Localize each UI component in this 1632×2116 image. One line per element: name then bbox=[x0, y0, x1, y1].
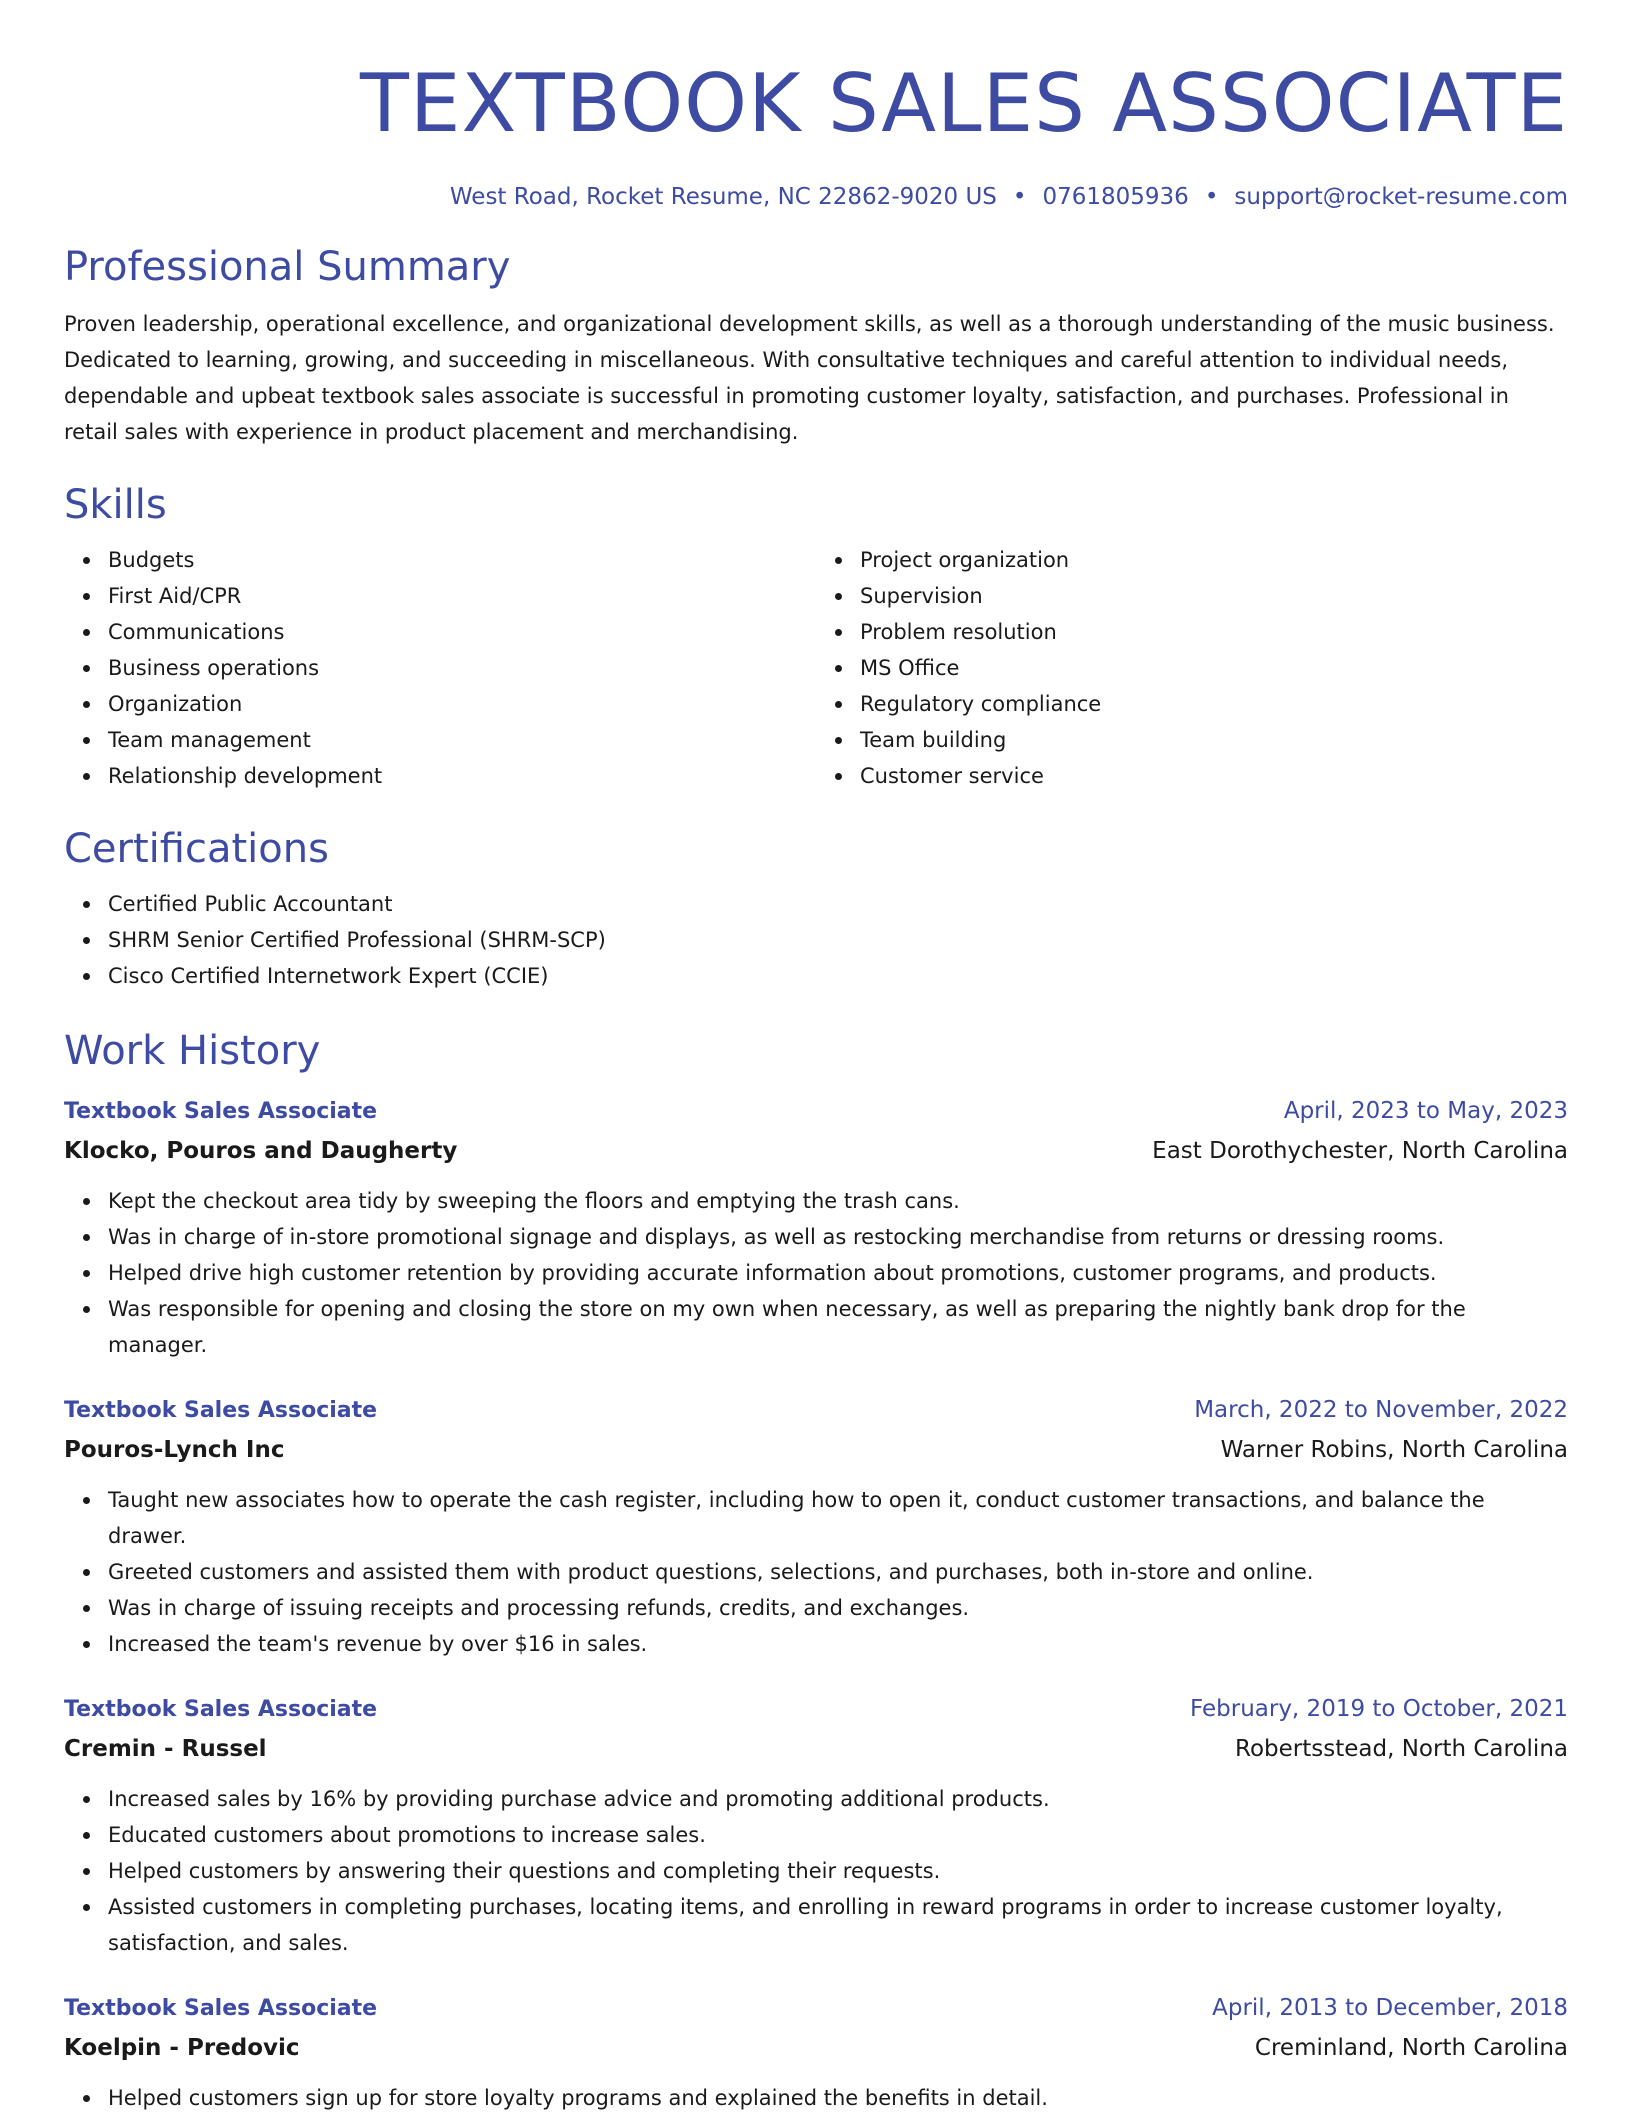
job-title: Textbook Sales Associate bbox=[64, 1099, 378, 1124]
job-bullet: Increased sales by 16% by providing purchase advice and promoting additional products. bbox=[108, 1781, 1568, 1817]
job-bullet: Increased the team's revenue by over $16 in sales. bbox=[108, 1626, 1568, 1662]
resume-name: TEXTBOOK SALES ASSOCIATE bbox=[360, 57, 1568, 150]
job-bullet: Helped drive high customer retention by providing accurate information about promotions, customer programs, and products. bbox=[108, 1255, 1568, 1291]
job-dates: February, 2019 to October, 2021 bbox=[1190, 1696, 1568, 1722]
resume-page bbox=[64, 0, 1568, 2116]
job-bullet: Was in charge of in-store promotional signage and displays, as well as restocking merchandise from returns or dressing rooms. bbox=[108, 1219, 1568, 1255]
job-entry bbox=[64, 1391, 1568, 1662]
skill-item: Team management bbox=[108, 722, 816, 758]
certifications-list bbox=[64, 886, 1568, 994]
job-title: Textbook Sales Associate bbox=[64, 1697, 378, 1722]
job-bullet: Helped customers by answering their questions and completing their requests. bbox=[108, 1853, 1568, 1889]
contact-separator: • bbox=[1012, 184, 1027, 210]
skill-item: Supervision bbox=[860, 578, 1568, 614]
job-company: Cremin - Russel bbox=[64, 1736, 267, 1762]
skill-item: Project organization bbox=[860, 542, 1568, 578]
job-bullet: Was responsible for opening and closing the store on my own when necessary, as well as preparing the nightly bank drop for the manager. bbox=[108, 1291, 1568, 1363]
job-bullets bbox=[64, 1482, 1568, 1662]
contact-separator: • bbox=[1204, 184, 1219, 210]
job-bullet: Greeted customers and assisted them with product questions, selections, and purchases, both in-store and online. bbox=[108, 1554, 1568, 1590]
job-company-row bbox=[64, 2028, 1568, 2068]
job-company-row bbox=[64, 1430, 1568, 1470]
job-dates: April, 2013 to December, 2018 bbox=[1212, 1995, 1568, 2021]
certification-item: Certified Public Accountant bbox=[108, 886, 1568, 922]
job-location: Robertsstead, North Carolina bbox=[1235, 1736, 1568, 1762]
skill-item: Relationship development bbox=[108, 758, 816, 794]
job-company-row bbox=[64, 1131, 1568, 1171]
job-title-row bbox=[64, 1391, 1568, 1430]
skills-grid bbox=[64, 542, 1568, 794]
job-title-row bbox=[64, 1989, 1568, 2028]
skill-item: Team building bbox=[860, 722, 1568, 758]
job-title: Textbook Sales Associate bbox=[64, 1398, 378, 1423]
skill-item: Problem resolution bbox=[860, 614, 1568, 650]
contact-email[interactable]: support@rocket-resume.com bbox=[1234, 184, 1568, 210]
certifications-heading: Certifications bbox=[64, 826, 329, 872]
job-bullets bbox=[64, 1781, 1568, 1961]
skill-item: Customer service bbox=[860, 758, 1568, 794]
job-bullets bbox=[64, 1183, 1568, 1363]
job-title-row bbox=[64, 1092, 1568, 1131]
job-dates: April, 2023 to May, 2023 bbox=[1283, 1098, 1568, 1124]
job-company: Koelpin - Predovic bbox=[64, 2035, 300, 2061]
job-bullet: Helped customers sign up for store loyalty programs and explained the benefits in detail. bbox=[108, 2080, 1568, 2116]
skill-item: Communications bbox=[108, 614, 816, 650]
job-bullet: Taught new associates how to operate the cash register, including how to open it, conduct customer transactions, and balance the drawer. bbox=[108, 1482, 1568, 1554]
job-bullet: Was in charge of issuing receipts and processing refunds, credits, and exchanges. bbox=[108, 1590, 1568, 1626]
contact-phone: 0761805936 bbox=[1042, 184, 1189, 210]
job-bullet: Assisted customers in completing purchases, locating items, and enrolling in reward programs in order to increase customer loyalty, satisfaction, and sales. bbox=[108, 1889, 1568, 1961]
contact-address: West Road, Rocket Resume, NC 22862-9020 US bbox=[449, 184, 997, 210]
summary-text: Proven leadership, operational excellence, and organizational development skills, as well as a thorough understanding of the music business. Dedicated to learning, growing, and succeeding in miscellaneous. With consultative techniques and careful attention to individual needs, dependable and upbeat textbook sales associate is successful in promoting customer loyalty, satisfaction, and purchases. Professional in retail sales with experience in product placement and merchandising. bbox=[64, 312, 1555, 444]
job-bullets bbox=[64, 2080, 1568, 2116]
skill-item: Organization bbox=[108, 686, 816, 722]
job-location: East Dorothychester, North Carolina bbox=[1152, 1138, 1568, 1164]
skill-item: Regulatory compliance bbox=[860, 686, 1568, 722]
skill-item: Budgets bbox=[108, 542, 816, 578]
skill-item: MS Office bbox=[860, 650, 1568, 686]
contact-line bbox=[64, 180, 1568, 214]
job-entry bbox=[64, 1989, 1568, 2116]
summary-heading: Professional Summary bbox=[64, 244, 511, 290]
job-location: Warner Robins, North Carolina bbox=[1220, 1437, 1568, 1463]
job-bullet: Educated customers about promotions to increase sales. bbox=[108, 1817, 1568, 1853]
certification-item: SHRM Senior Certified Professional (SHRM-SCP) bbox=[108, 922, 1568, 958]
skills-column-right bbox=[816, 542, 1568, 794]
job-company-row bbox=[64, 1729, 1568, 1769]
job-title: Textbook Sales Associate bbox=[64, 1996, 378, 2021]
job-entry bbox=[64, 1092, 1568, 1363]
work-history-heading: Work History bbox=[64, 1028, 321, 1074]
job-bullet: Kept the checkout area tidy by sweeping the floors and emptying the trash cans. bbox=[108, 1183, 1568, 1219]
job-title-row bbox=[64, 1690, 1568, 1729]
certification-item: Cisco Certified Internetwork Expert (CCIE) bbox=[108, 958, 1568, 994]
job-entry bbox=[64, 1690, 1568, 1961]
skill-item: First Aid/CPR bbox=[108, 578, 816, 614]
job-company: Klocko, Pouros and Daugherty bbox=[64, 1138, 458, 1164]
skills-heading: Skills bbox=[64, 482, 167, 528]
job-company: Pouros-Lynch Inc bbox=[64, 1437, 285, 1463]
job-location: Creminland, North Carolina bbox=[1254, 2035, 1568, 2061]
skills-column-left bbox=[64, 542, 816, 794]
job-dates: March, 2022 to November, 2022 bbox=[1194, 1397, 1568, 1423]
skill-item: Business operations bbox=[108, 650, 816, 686]
